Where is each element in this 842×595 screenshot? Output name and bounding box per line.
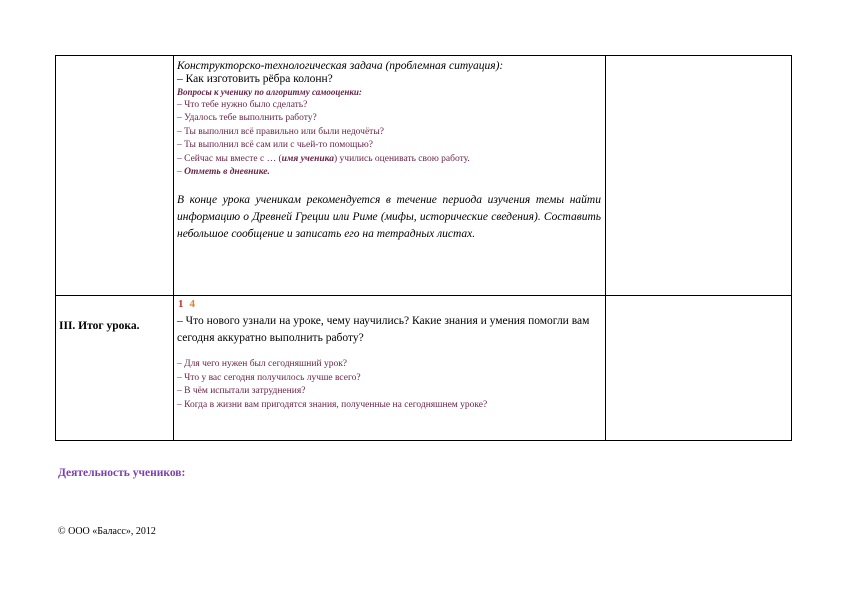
lesson-table: [55, 55, 792, 441]
notes-cell: [606, 296, 792, 441]
self-eval-item: – Что тебе нужно было сделать?: [177, 99, 308, 110]
stage-cell: [56, 56, 174, 296]
table-row: [56, 296, 792, 441]
summary-item: – В чём испытали затруднения?: [177, 386, 306, 396]
summary-list: [177, 358, 601, 412]
recommendation-text: В конце урока ученикам рекомендуется в течение периода изучения темы найти информацию о Древней Греции или Риме (мифы, исторические сведения). Составить небольшое сообщение и записать его на тетрадных листах.: [177, 193, 601, 240]
self-eval-item: – Ты выполнил всё правильно или были недочёты?: [177, 126, 384, 137]
step-numbers: [174, 296, 605, 310]
step-number-1: 1: [178, 298, 184, 310]
activity-heading: Деятельность учеников:: [58, 467, 186, 479]
summary-question: – Что нового узнали на уроке, чему научились? Какие знания и умения помогли вам сегодня аккуратно выполнить работу?: [177, 315, 590, 344]
mark-note: [177, 166, 601, 180]
summary-item: – Для чего нужен был сегодняшний урок?: [177, 359, 348, 369]
mark-text: Отметь в дневнике.: [184, 167, 270, 177]
self-eval-item: [177, 153, 601, 167]
step-number-2: 4: [189, 298, 195, 310]
summary-item: – Что у вас сегодня получилось лучше всего?: [177, 372, 361, 383]
stage-label: III. Итог урока.: [59, 320, 140, 332]
content-cell: [174, 296, 606, 441]
mark-prefix: –: [177, 167, 185, 177]
self-eval-heading: Вопросы к ученику по алгоритму самооценки:: [177, 87, 362, 97]
content-cell: [174, 56, 606, 296]
learned-prefix: – Сейчас мы вместе с … (: [177, 153, 282, 164]
learned-suffix: ) учились оценивать свою работу.: [334, 153, 470, 164]
task-heading: Конструкторско-технологическая задача (проблемная ситуация):: [177, 60, 504, 72]
notes-cell: [606, 56, 792, 296]
task-question: – Как изготовить рёбра колонн?: [177, 73, 333, 85]
self-eval-item: – Ты выполнил всё сам или с чьей-то помощью?: [177, 140, 373, 150]
stage-cell: [56, 296, 174, 441]
learned-name: имя ученика: [281, 153, 334, 164]
table-row: [56, 56, 792, 296]
summary-item: – Когда в жизни вам пригодятся знания, полученные на сегодняшнем уроке?: [177, 399, 488, 410]
self-eval-item: – Удалось тебе выполнить работу?: [177, 113, 317, 123]
copyright-footer: © ООО «Баласс», 2012: [58, 526, 156, 537]
